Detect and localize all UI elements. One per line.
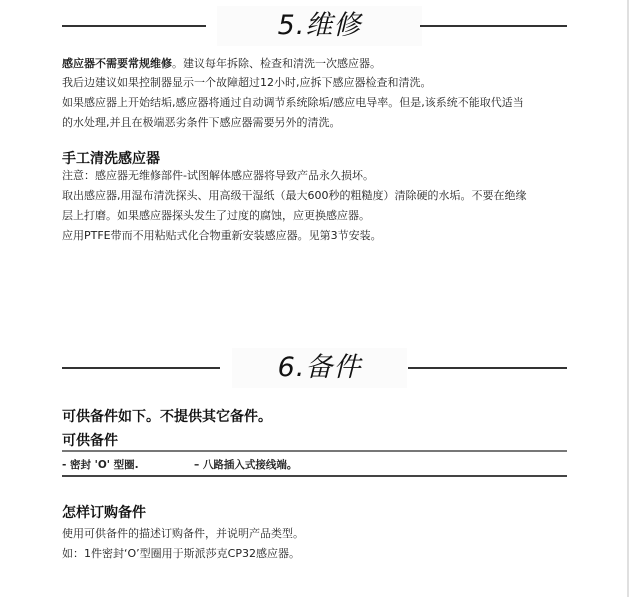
ordering-line-2: 如：1件密封‘O’型圈用于斯派莎克CP32感应器。 (62, 547, 300, 560)
part-terminal-block: – 八路插入式接线端。 (194, 459, 298, 471)
manual-clean-line-1: 注意：感应器无维修部件-试图解体感应器将导致产品永久损坏。 (62, 169, 374, 182)
parts-table-top-rule (62, 450, 567, 452)
section-6-header (62, 348, 567, 388)
parts-table-bottom-rule (62, 475, 567, 477)
manual-clean-line-2: 取出感应器,用湿布清洗探头、用高级干湿纸（最大600秒的粗糙度）清除硬的水垢。不要在绝缘 (62, 189, 527, 202)
maintenance-intro-rest: 。建议每年拆除、检查和清洗一次感应器。 (172, 57, 381, 70)
header-rule-left (62, 367, 220, 369)
ordering-heading: 怎样订购备件 (62, 505, 146, 521)
available-parts-heading: 可供备件 (62, 433, 118, 449)
section-5-header (62, 6, 567, 46)
header-rule-left (62, 25, 206, 27)
maintenance-line-2: 我后边建议如果控制器显示一个故障超过12小时,应拆下感应器检查和清洗。 (62, 76, 432, 89)
header-rule-right (420, 25, 567, 27)
section-5-title: 5.维修 (217, 6, 422, 46)
ordering-line-1: 使用可供备件的描述订购备件，并说明产品类型。 (62, 527, 304, 540)
part-o-ring: - 密封 'O' 型圈. (62, 459, 139, 471)
maintenance-intro-bold: 感应器不需要常规维修 (62, 57, 172, 70)
available-parts-note: 可供备件如下。不提供其它备件。 (62, 409, 272, 425)
maintenance-intro (62, 54, 572, 74)
section-6-title: 6.备件 (232, 348, 407, 388)
header-rule-right (408, 367, 567, 369)
maintenance-line-3: 如果感应器上开始结垢,感应器将通过自动调节系统除垢/感应电导率。但是,该系统不能取代适当 (62, 96, 524, 109)
manual-clean-line-4: 应用PTFE带而不用粘贴式化合物重新安装感应器。见第3节安装。 (62, 229, 382, 242)
manual-clean-heading: 手工清洗感应器 (62, 151, 160, 167)
maintenance-line-4: 的水处理,并且在极端恶劣条件下感应器需要另外的清洗。 (62, 116, 341, 129)
manual-clean-line-3: 层上打磨。如果感应器探头发生了过度的腐蚀，应更换感应器。 (62, 209, 370, 222)
